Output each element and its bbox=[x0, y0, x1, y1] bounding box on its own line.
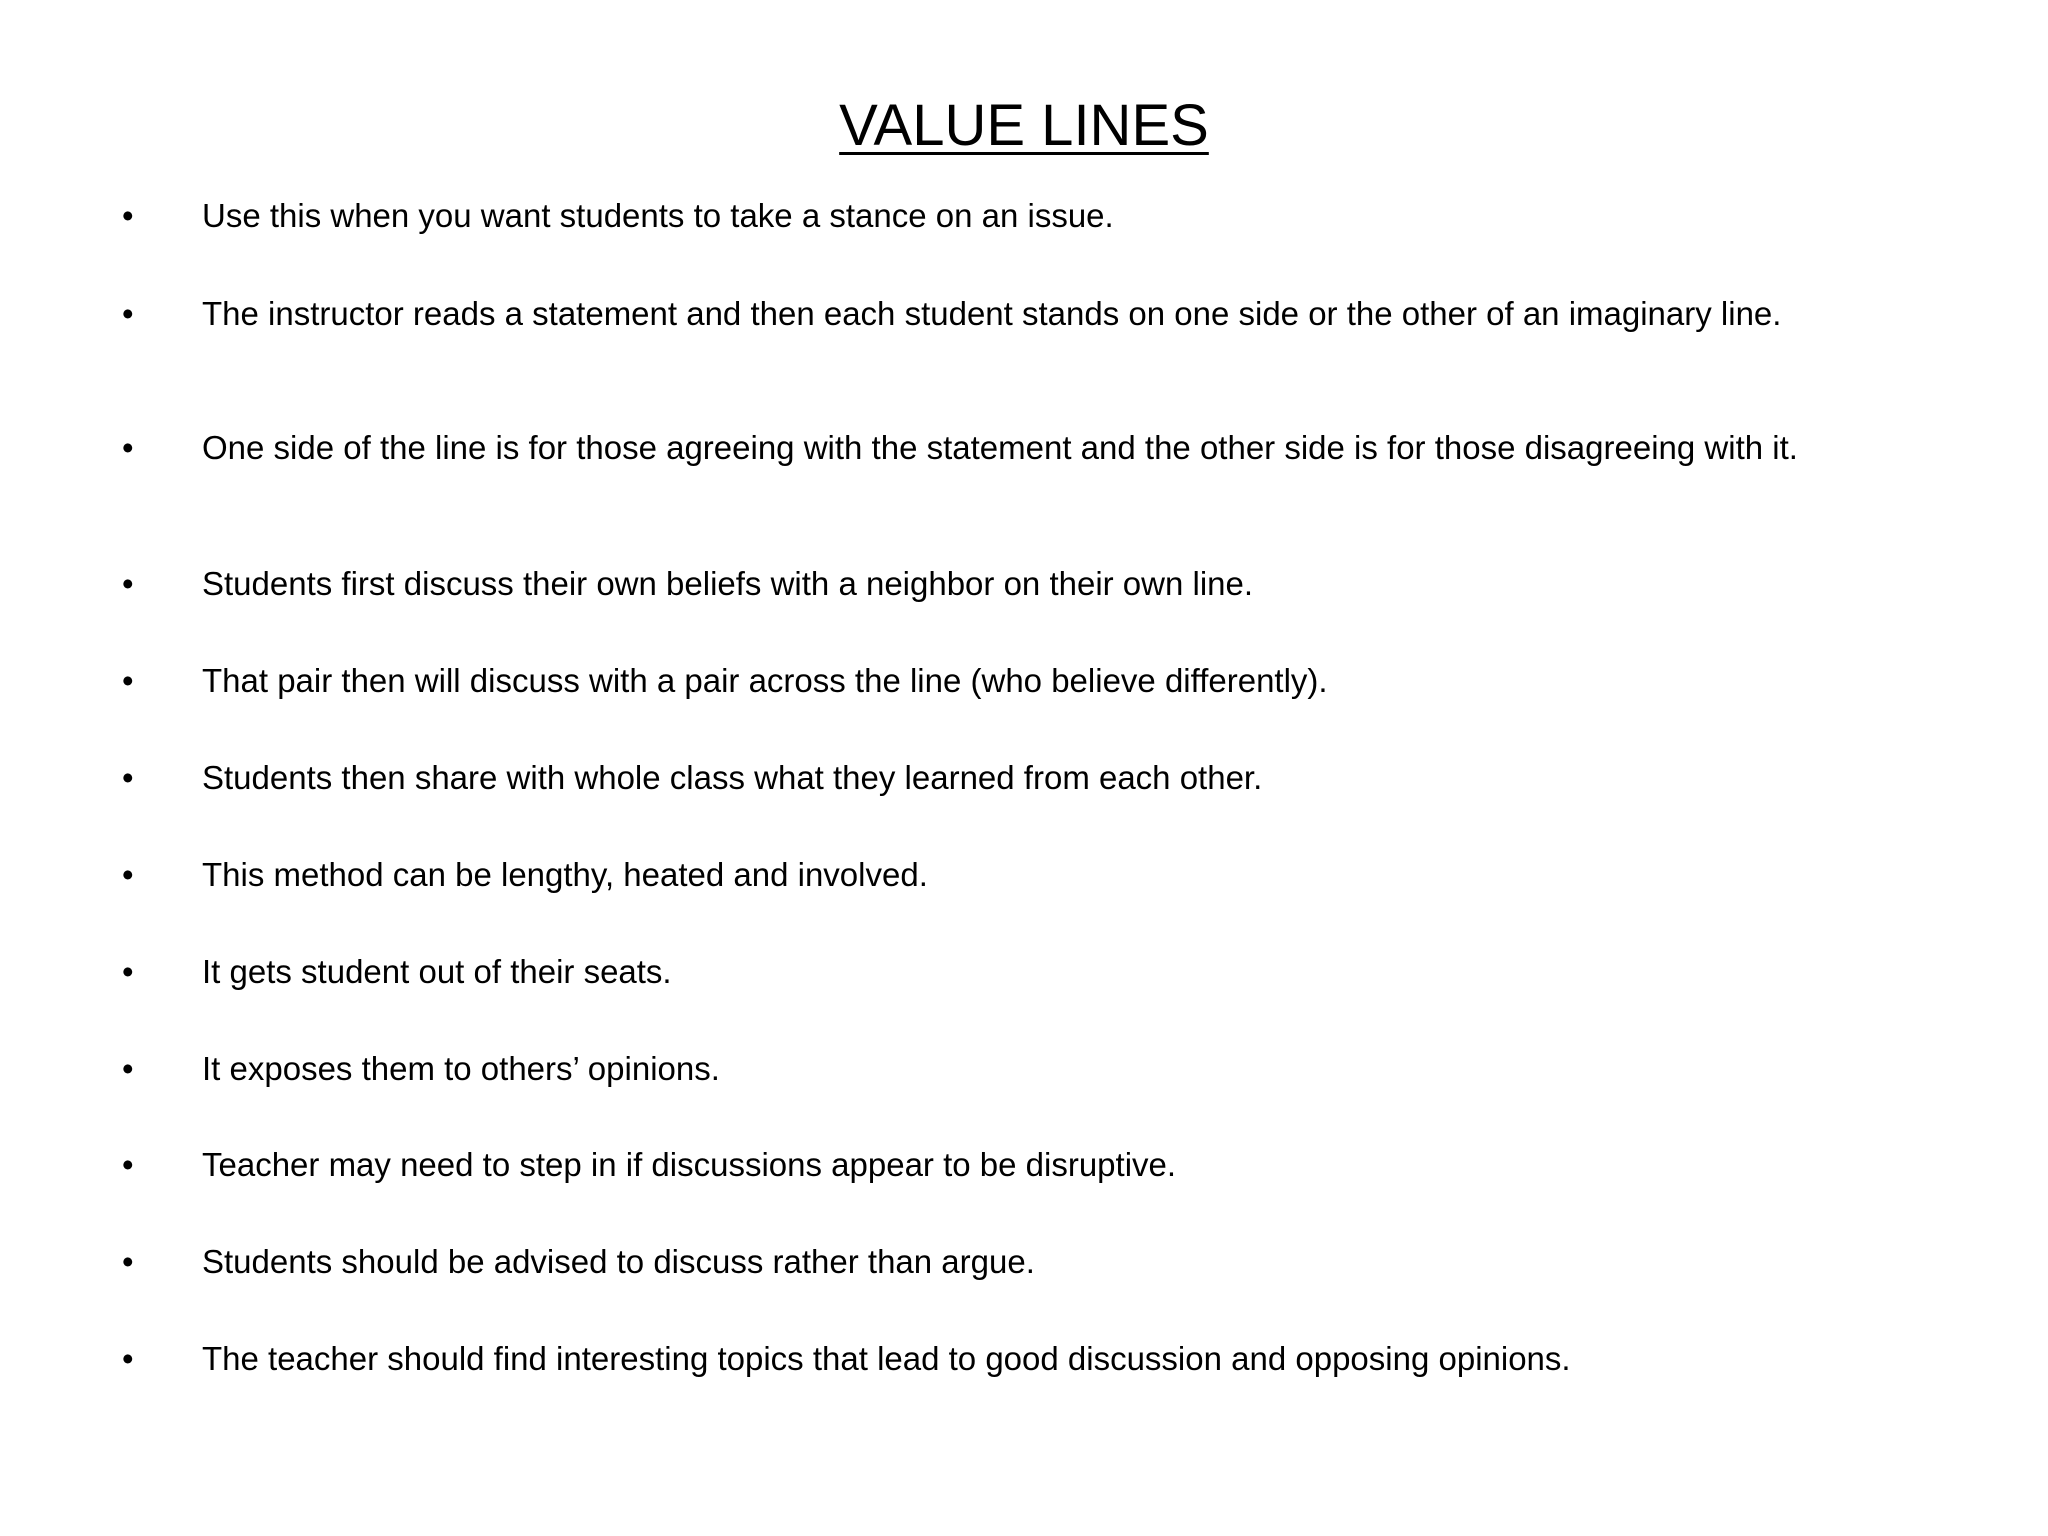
bullet-icon: • bbox=[122, 295, 134, 332]
bullet-icon: • bbox=[122, 1146, 134, 1183]
bullet-text: The teacher should find interesting topics that lead to good discussion and opposing opinions. bbox=[202, 1340, 1571, 1377]
bullet-text: Students should be advised to discuss rather than argue. bbox=[202, 1243, 1035, 1280]
bullet-text: This method can be lengthy, heated and involved. bbox=[202, 856, 928, 893]
bullet-text: Use this when you want students to take a stance on an issue. bbox=[202, 197, 1114, 234]
bullet-icon: • bbox=[122, 856, 134, 893]
bullet-icon: • bbox=[122, 953, 134, 990]
bullet-icon: • bbox=[122, 1243, 134, 1280]
bullet-text: It gets student out of their seats. bbox=[202, 953, 672, 990]
bullet-text: Teacher may need to step in if discussions appear to be disruptive. bbox=[202, 1146, 1177, 1183]
bullet-text: Students first discuss their own beliefs with a neighbor on their own line. bbox=[202, 565, 1254, 602]
bullet-text: That pair then will discuss with a pair across the line (who believe differently). bbox=[202, 662, 1328, 699]
bullet-text: Students then share with whole class what they learned from each other. bbox=[202, 759, 1263, 796]
bullet-icon: • bbox=[122, 429, 134, 466]
bullet-text: The instructor reads a statement and then each student stands on one side or the other of an imaginary line. bbox=[202, 295, 1782, 332]
bullet-icon: • bbox=[122, 565, 134, 602]
bullet-icon: • bbox=[122, 1340, 134, 1377]
bullet-icon: • bbox=[122, 662, 134, 699]
bullet-icon: • bbox=[122, 759, 134, 796]
bullet-icon: • bbox=[122, 197, 134, 234]
bullet-text: One side of the line is for those agreeing with the statement and the other side is for those disagreeing with it. bbox=[202, 429, 1798, 466]
slide-title-text: VALUE LINES bbox=[839, 93, 1209, 158]
bullet-text: It exposes them to others’ opinions. bbox=[202, 1050, 720, 1087]
bullet-icon: • bbox=[122, 1050, 134, 1087]
